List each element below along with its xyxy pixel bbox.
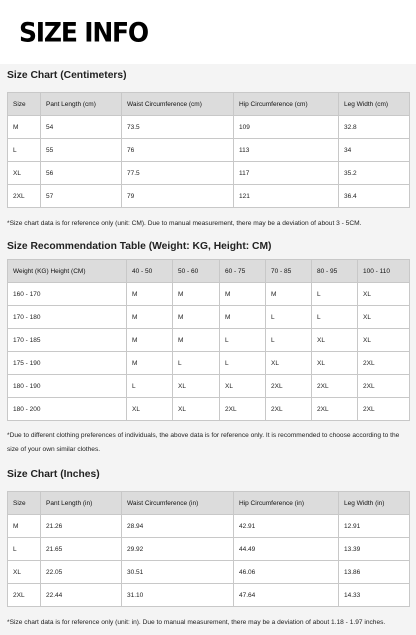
table-row [8, 375, 410, 398]
table-cell: XL [358, 283, 410, 306]
table-cell: L [173, 352, 220, 375]
table-cell: M [173, 306, 220, 329]
table-cell: M [127, 329, 173, 352]
table-cell: M [173, 329, 220, 352]
table-cell: XL [127, 398, 173, 421]
table-cell: 160 - 170 [8, 283, 127, 306]
table-cell: 55 [41, 139, 122, 162]
table-cell: XL [312, 352, 358, 375]
table-cell: XL [358, 329, 410, 352]
table-cell: L [220, 352, 266, 375]
table-row [8, 515, 410, 538]
table-cell: 2XL [8, 584, 41, 607]
table-cell: L [312, 283, 358, 306]
table-cell: L [127, 375, 173, 398]
table-cell: XL [220, 375, 266, 398]
table-cell: 28.94 [122, 515, 234, 538]
table-cell: M [220, 283, 266, 306]
table-cell: 2XL [266, 398, 312, 421]
size-chart-in-title: Size Chart (Inches) [7, 469, 100, 480]
recommendation-title: Size Recommendation Table (Weight: KG, Height: CM) [7, 241, 272, 252]
table-cell: 2XL [312, 398, 358, 421]
column-header: Waist Circumference (cm) [122, 93, 234, 116]
table-cell: L [220, 329, 266, 352]
column-header: 50 - 60 [173, 260, 220, 283]
table-row [8, 306, 410, 329]
table-cell: L [266, 329, 312, 352]
table-cell: XL [312, 329, 358, 352]
table-cell: 2XL [312, 375, 358, 398]
table-cell: L [8, 538, 41, 561]
table-cell: 36.4 [339, 185, 410, 208]
column-header: Size [8, 492, 41, 515]
table-cell: 14.33 [339, 584, 410, 607]
column-header: 80 - 95 [312, 260, 358, 283]
size-chart-in-table [7, 491, 410, 607]
table-cell: 170 - 185 [8, 329, 127, 352]
table-row [8, 398, 410, 421]
table-cell: XL [8, 561, 41, 584]
table-cell: 31.10 [122, 584, 234, 607]
table-cell: M [127, 352, 173, 375]
table-cell: 12.91 [339, 515, 410, 538]
table-row [8, 352, 410, 375]
table-cell: 170 - 180 [8, 306, 127, 329]
column-header: Weight (KG) Height (CM) [8, 260, 127, 283]
table-row [8, 329, 410, 352]
table-cell: L [312, 306, 358, 329]
table-cell: M [220, 306, 266, 329]
page-title: SIZE INFO [19, 16, 148, 48]
table-cell: 22.05 [41, 561, 122, 584]
table-cell: 56 [41, 162, 122, 185]
table-cell: L [8, 139, 41, 162]
column-header: 40 - 50 [127, 260, 173, 283]
column-header: 60 - 75 [220, 260, 266, 283]
table-cell: M [127, 283, 173, 306]
table-cell: 73.5 [122, 116, 234, 139]
table-cell: 22.44 [41, 584, 122, 607]
table-cell: M [127, 306, 173, 329]
table-cell: 77.5 [122, 162, 234, 185]
table-cell: 29.92 [122, 538, 234, 561]
table-header-row [8, 492, 410, 515]
table-cell: 32.8 [339, 116, 410, 139]
table-cell: 76 [122, 139, 234, 162]
table-cell: M [8, 515, 41, 538]
column-header: Leg Width (cm) [339, 93, 410, 116]
table-cell: L [266, 306, 312, 329]
table-cell: 79 [122, 185, 234, 208]
table-cell: 34 [339, 139, 410, 162]
table-cell: 21.65 [41, 538, 122, 561]
table-cell: 35.2 [339, 162, 410, 185]
table-row [8, 283, 410, 306]
table-cell: 54 [41, 116, 122, 139]
size-chart-cm-note: *Size chart data is for reference only (unit: CM). Due to manual measurement, there may be a deviation of about 3 - 5CM. [7, 220, 362, 227]
table-row [8, 538, 410, 561]
column-header: Size [8, 93, 41, 116]
table-cell: 180 - 190 [8, 375, 127, 398]
size-chart-in-note: *Size chart data is for reference only (unit: in). Due to manual measurement, there may be a deviation of about 1.18 - 1.97 inches. [7, 619, 386, 626]
table-cell: 46.06 [234, 561, 339, 584]
column-header: Hip Circumference (cm) [234, 93, 339, 116]
table-cell: 2XL [358, 375, 410, 398]
page-header [0, 0, 416, 64]
size-info-content [0, 64, 416, 635]
table-row [8, 185, 410, 208]
column-header: Pant Length (in) [41, 492, 122, 515]
table-cell: 113 [234, 139, 339, 162]
table-cell: 42.91 [234, 515, 339, 538]
table-row [8, 116, 410, 139]
table-cell: XL [8, 162, 41, 185]
table-cell: 180 - 200 [8, 398, 127, 421]
column-header: 70 - 85 [266, 260, 312, 283]
table-header-row [8, 93, 410, 116]
table-row [8, 139, 410, 162]
table-cell: 30.51 [122, 561, 234, 584]
column-header: Leg Width (in) [339, 492, 410, 515]
table-cell: XL [266, 352, 312, 375]
table-cell: 2XL [358, 352, 410, 375]
table-cell: 2XL [266, 375, 312, 398]
recommendation-note: *Due to different clothing preferences of individuals, the above data is for reference only. It is recommended to choose according to the size of your own similar clothes. [7, 432, 400, 453]
recommendation-table [7, 259, 410, 421]
table-row [8, 162, 410, 185]
table-cell: 121 [234, 185, 339, 208]
table-cell: XL [358, 306, 410, 329]
table-cell: 13.86 [339, 561, 410, 584]
size-chart-cm-table [7, 92, 410, 208]
table-cell: 13.39 [339, 538, 410, 561]
table-cell: M [173, 283, 220, 306]
table-cell: 47.64 [234, 584, 339, 607]
table-cell: 2XL [8, 185, 41, 208]
table-cell: 2XL [220, 398, 266, 421]
column-header: 100 - 110 [358, 260, 410, 283]
column-header: Hip Circumference (in) [234, 492, 339, 515]
table-cell: M [8, 116, 41, 139]
table-cell: 44.49 [234, 538, 339, 561]
size-chart-cm-title: Size Chart (Centimeters) [7, 70, 127, 81]
table-cell: 21.26 [41, 515, 122, 538]
table-header-row [8, 260, 410, 283]
table-row [8, 584, 410, 607]
table-cell: XL [173, 398, 220, 421]
table-cell: 175 - 190 [8, 352, 127, 375]
table-cell: M [266, 283, 312, 306]
table-row [8, 561, 410, 584]
table-cell: 117 [234, 162, 339, 185]
column-header: Waist Circumference (in) [122, 492, 234, 515]
table-cell: 57 [41, 185, 122, 208]
table-cell: 109 [234, 116, 339, 139]
table-cell: XL [173, 375, 220, 398]
table-cell: 2XL [358, 398, 410, 421]
column-header: Pant Length (cm) [41, 93, 122, 116]
